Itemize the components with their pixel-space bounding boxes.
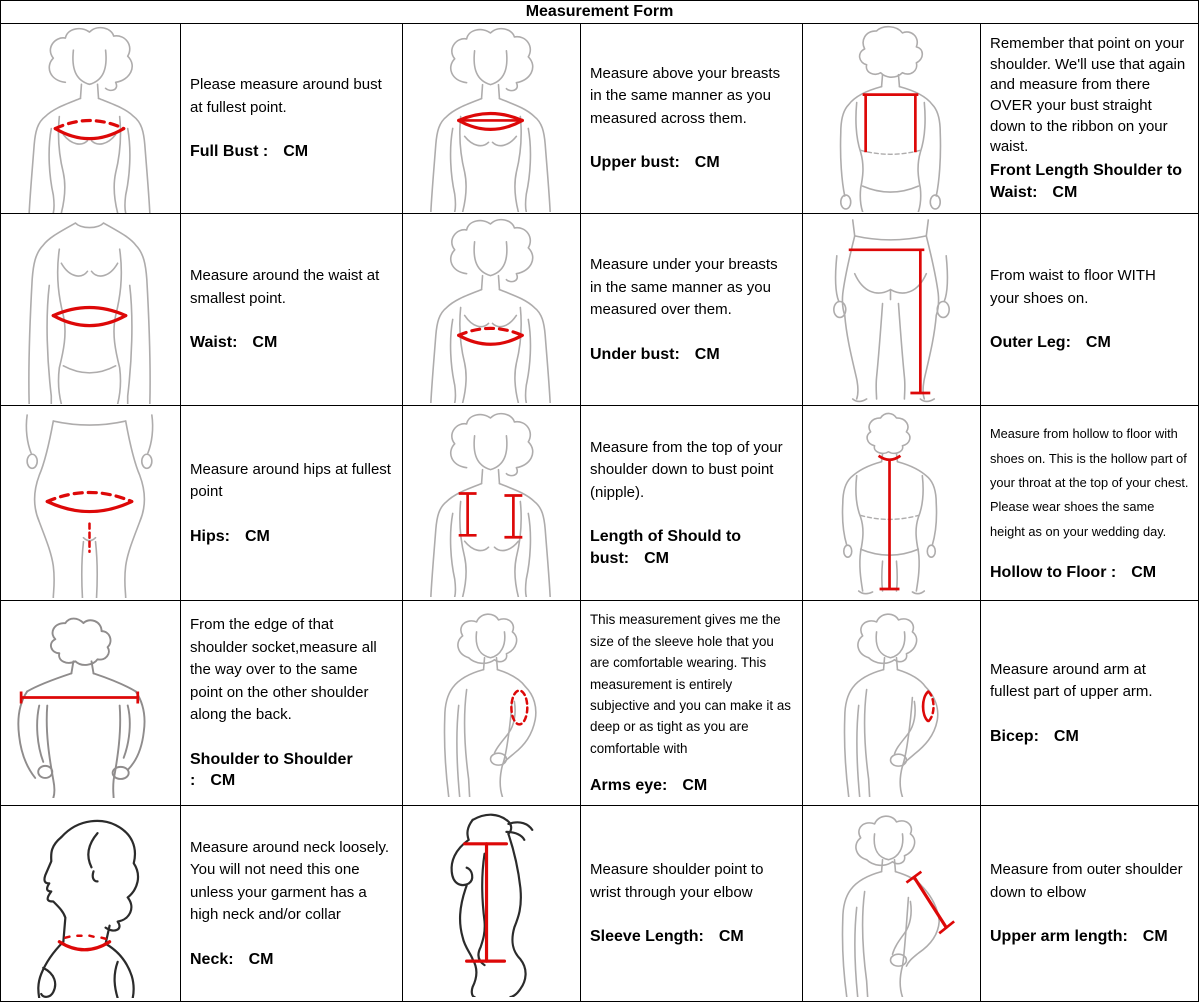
arms-eye-figure [403,610,580,797]
cell-front-length-figure [803,24,981,214]
sleeve-length-figure [403,810,580,997]
cell-shoulder-to-shoulder-figure [1,601,181,806]
cell-front-length-text [981,24,1199,214]
measurement-unit: CM [1053,727,1079,745]
measurement-label-row [590,926,793,948]
table-row [1,24,1199,214]
measurement-label: Upper arm length: [990,928,1128,946]
measurement-description: From the edge of that shoulder socket,measure all the way over to the same point on the other shoulder along the back. [190,616,377,724]
measurement-label: Sleeve Length: [590,928,704,946]
measurement-unit: CM [248,950,274,968]
measurement-label: Front Length Shoulder to Waist: [990,161,1182,201]
measurement-label: Waist: [190,334,238,352]
measurement-unit: CM [1142,928,1168,946]
upper-bust-figure [403,25,580,212]
measurement-unit: CM [682,777,708,795]
measurement-label-row [190,141,393,163]
full-bust-figure [1,24,180,213]
measurement-unit: CM [644,549,669,567]
neck-figure [1,809,180,998]
measurement-label-row [990,726,1189,748]
waist-figure [1,215,180,404]
measurement-label-row [190,949,393,971]
cell-hips-text [181,406,403,601]
measurement-label: Neck: [190,950,234,968]
measurement-label-row [190,749,393,792]
hollow-to-floor-figure [803,410,980,597]
measurement-description: This measurement gives me the size of the sleeve hole that you are comfortable wearing. This measurement is entirely subjective and you can make it as deep or as tight as you are comfortable with [590,612,791,756]
measurement-description: Measure from the top of your shoulder down to bust point (nipple). [590,438,783,501]
measurement-unit: CM [283,143,309,161]
measurement-description: From waist to floor WITH your shoes on. [990,267,1156,307]
cell-arms-eye-figure [403,601,581,806]
measurement-unit: CM [694,345,720,363]
measurement-label: Length of Should to bust: [590,528,742,567]
cell-neck-text [181,806,403,1002]
cell-arms-eye-text [581,601,803,806]
measurement-description: Measure around arm at fullest part of upper arm. [990,660,1153,701]
table-row [1,601,1199,806]
table-row [1,806,1199,1002]
measurement-label: Under bust: [590,345,680,363]
measurement-unit: CM [210,772,236,790]
measurement-description: Measure above your breasts in the same manner as you measured across them. [590,64,781,127]
measurement-description: Measure under your breasts in the same manner as you measured over them. [590,256,778,318]
measurement-unit: CM [1085,334,1111,352]
measurement-label: Shoulder to Shoulder : [190,750,353,790]
cell-hollow-to-floor-text [981,406,1199,601]
shoulder-to-shoulder-figure [1,609,180,798]
cell-full-bust-text [181,24,403,214]
cell-bicep-figure [803,601,981,806]
measurement-description: Measure from outer shoulder down to elbow [990,861,1183,901]
measurement-label: Full Bust : [190,143,269,161]
title-row [1,1,1199,24]
measurement-description: Please measure around bust at fullest point. [190,76,382,116]
measurement-label: Upper bust: [590,154,680,172]
measurement-label: Arms eye: [590,777,668,795]
table-row [1,214,1199,406]
measurement-description: Measure around the waist at smallest point. [190,267,380,307]
cell-sleeve-length-figure [403,806,581,1002]
page-title: Measurement Form [1,1,1199,24]
measurement-description: Measure shoulder point to wrist through your elbow [590,861,764,901]
measurement-label: Bicep: [990,727,1039,745]
measurement-label-row [190,526,393,548]
measurement-label-row [990,562,1189,584]
measurement-label: Hollow to Floor : [990,564,1117,582]
measurement-description: Measure around hips at fullest point [190,460,391,501]
bicep-figure [803,610,980,797]
cell-shoulder-to-bust-figure [403,406,581,601]
cell-shoulder-to-bust-text [581,406,803,601]
measurement-unit: CM [718,928,744,946]
shoulder-to-bust-figure [403,410,580,597]
cell-sleeve-length-text [581,806,803,1002]
cell-upper-bust-text [581,24,803,214]
measurement-unit: CM [245,527,270,545]
measurement-unit: CM [1052,183,1078,201]
cell-upper-arm-length-figure [803,806,981,1002]
cell-under-bust-figure [403,214,581,406]
outer-leg-figure [803,216,980,403]
measurement-label: Hips: [190,527,230,545]
hips-figure [1,409,180,598]
cell-bicep-text [981,601,1199,806]
measurement-label-row [190,332,393,354]
front-length-figure [803,25,980,212]
measurement-label-row [590,775,793,797]
measurement-label-row [590,526,793,569]
cell-shoulder-to-shoulder-text [181,601,403,806]
table-row [1,406,1199,601]
cell-waist-text [181,214,403,406]
measurement-unit: CM [694,154,720,172]
measurement-unit: CM [252,334,278,352]
cell-full-bust-figure [1,24,181,214]
cell-hollow-to-floor-figure [803,406,981,601]
measurement-description: Measure around neck loosely. You will not need this one unless your garment has a high neck and/or collar [190,838,389,924]
measurement-label-row [990,160,1189,203]
cell-waist-figure [1,214,181,406]
cell-outer-leg-text [981,214,1199,406]
cell-neck-figure [1,806,181,1002]
measurement-description: Measure from hollow to floor with shoes on. This is the hollow part of your throat at the top of your chest. Please wear shoes the same height as on your wedding day. [990,426,1189,539]
cell-upper-arm-length-text [981,806,1199,1002]
measurement-label: Outer Leg: [990,334,1071,352]
upper-arm-length-figure [803,810,980,997]
measurement-label-row [990,926,1189,948]
cell-upper-bust-figure [403,24,581,214]
cell-hips-figure [1,406,181,601]
measurement-label-row [590,152,793,174]
under-bust-figure [403,216,580,403]
measurement-label-row [990,332,1189,354]
measurement-description: Remember that point on your shoulder. We'll use that again and measure from there OVER your bust straight down to the ribbon on your waist. [990,34,1186,156]
measurement-label-row [590,344,793,366]
cell-under-bust-text [581,214,803,406]
cell-outer-leg-figure [803,214,981,406]
measurement-unit: CM [1131,564,1157,582]
